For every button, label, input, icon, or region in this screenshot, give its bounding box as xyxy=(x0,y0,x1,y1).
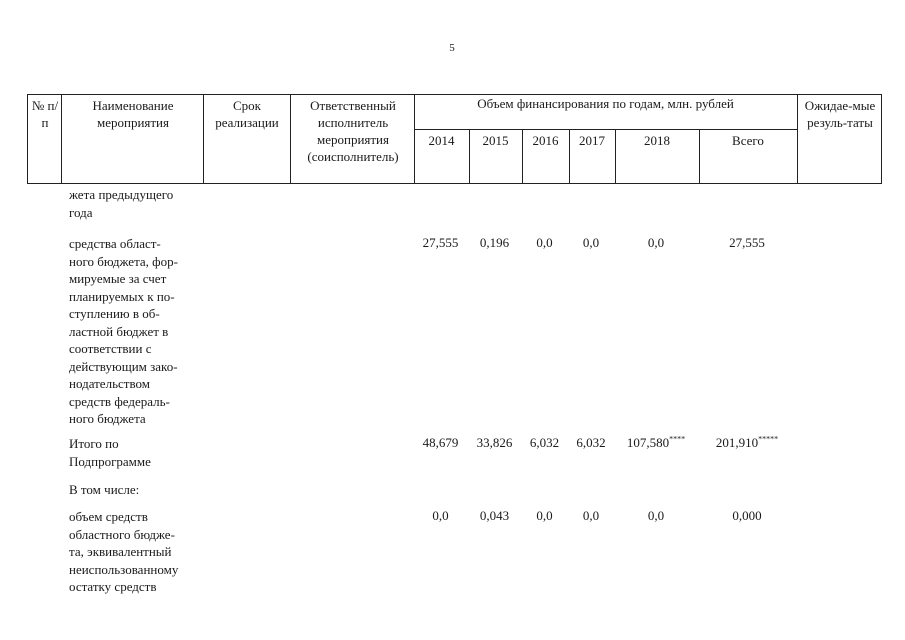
desc-line: В том числе: xyxy=(69,482,140,497)
header-year-2014: 2014 xyxy=(428,133,455,148)
value-2015: 0,196 xyxy=(479,235,510,250)
table-header xyxy=(27,94,882,184)
desc-line: ного бюджета xyxy=(69,411,146,426)
header-total: Всего xyxy=(732,133,764,148)
value-2014: 0,0 xyxy=(432,508,449,523)
header-funding: Объем финансирования по годам, млн. рублей xyxy=(477,96,734,111)
desc-line: Итого по xyxy=(69,436,119,451)
col-divider xyxy=(203,95,204,183)
value-text: 107,580 xyxy=(626,435,670,450)
header-year-2018: 2018 xyxy=(644,133,670,148)
header-num: № п/п xyxy=(31,98,59,130)
header-term: Срок реализации xyxy=(215,98,279,130)
value-2015: 0,043 xyxy=(479,508,510,523)
value-total xyxy=(698,435,796,451)
value-2018 xyxy=(614,435,698,451)
col-divider xyxy=(290,95,291,183)
header-year-2015: 2015 xyxy=(482,133,509,148)
desc-line: Подпрограмме xyxy=(69,453,151,469)
value-2016: 6,032 xyxy=(529,435,560,450)
value-2016: 0,0 xyxy=(536,235,553,250)
desc-line: жета предыдущего xyxy=(69,187,174,202)
desc-line: ступлению в об- xyxy=(69,306,160,321)
row-description xyxy=(69,435,151,470)
desc-line: средств федераль- xyxy=(69,393,170,409)
value-2017: 0,0 xyxy=(582,508,600,523)
desc-line: остатку средств xyxy=(69,579,157,594)
desc-line: неиспользованному xyxy=(69,561,179,577)
value-total: 0,000 xyxy=(732,508,762,523)
footnote-mark: **** xyxy=(669,434,686,444)
desc-line: соответствии с xyxy=(69,341,152,356)
value-2014: 27,555 xyxy=(422,235,459,250)
value-total: 27,555 xyxy=(729,235,765,250)
desc-line: нодательством xyxy=(69,376,150,391)
value-2017: 0,0 xyxy=(582,235,600,250)
page-number: 5 xyxy=(449,42,455,54)
desc-line: мируемые за счет xyxy=(69,271,167,286)
desc-line: года xyxy=(69,204,93,220)
value-2015: 33,826 xyxy=(476,435,513,450)
funding-divider xyxy=(414,129,797,130)
row-description xyxy=(69,186,173,221)
desc-line: объем средств xyxy=(69,509,148,524)
col-divider xyxy=(61,95,62,183)
desc-line: ного бюджета, фор- xyxy=(69,253,178,269)
row-description xyxy=(69,508,201,596)
col-divider xyxy=(797,95,798,183)
desc-line: областного бюдже- xyxy=(69,526,175,542)
desc-line: ластной бюджет в xyxy=(69,323,169,339)
desc-line: действующим зако- xyxy=(69,358,178,374)
desc-line: планируемых к по- xyxy=(69,288,175,304)
row-description xyxy=(69,481,139,499)
row-description xyxy=(69,235,201,428)
footnote-mark: ***** xyxy=(758,434,779,444)
value-2014: 48,679 xyxy=(422,435,459,450)
header-responsible: Ответственный исполнитель мероприятия (соисполнитель) xyxy=(307,98,399,164)
value-text: 201,910 xyxy=(715,435,759,450)
value-2017: 6,032 xyxy=(576,435,606,450)
header-year-2017: 2017 xyxy=(579,133,605,148)
desc-line: средства област- xyxy=(69,236,161,251)
header-year-2016: 2016 xyxy=(532,133,559,148)
desc-line: та, эквивалентный xyxy=(69,544,172,559)
value-2016: 0,0 xyxy=(536,508,553,523)
header-expected: Ожидае-мые резуль-таты xyxy=(804,98,876,130)
value-2018: 0,0 xyxy=(647,235,665,250)
value-2018: 0,0 xyxy=(647,508,665,523)
header-name: Наименование мероприятия xyxy=(92,98,174,130)
